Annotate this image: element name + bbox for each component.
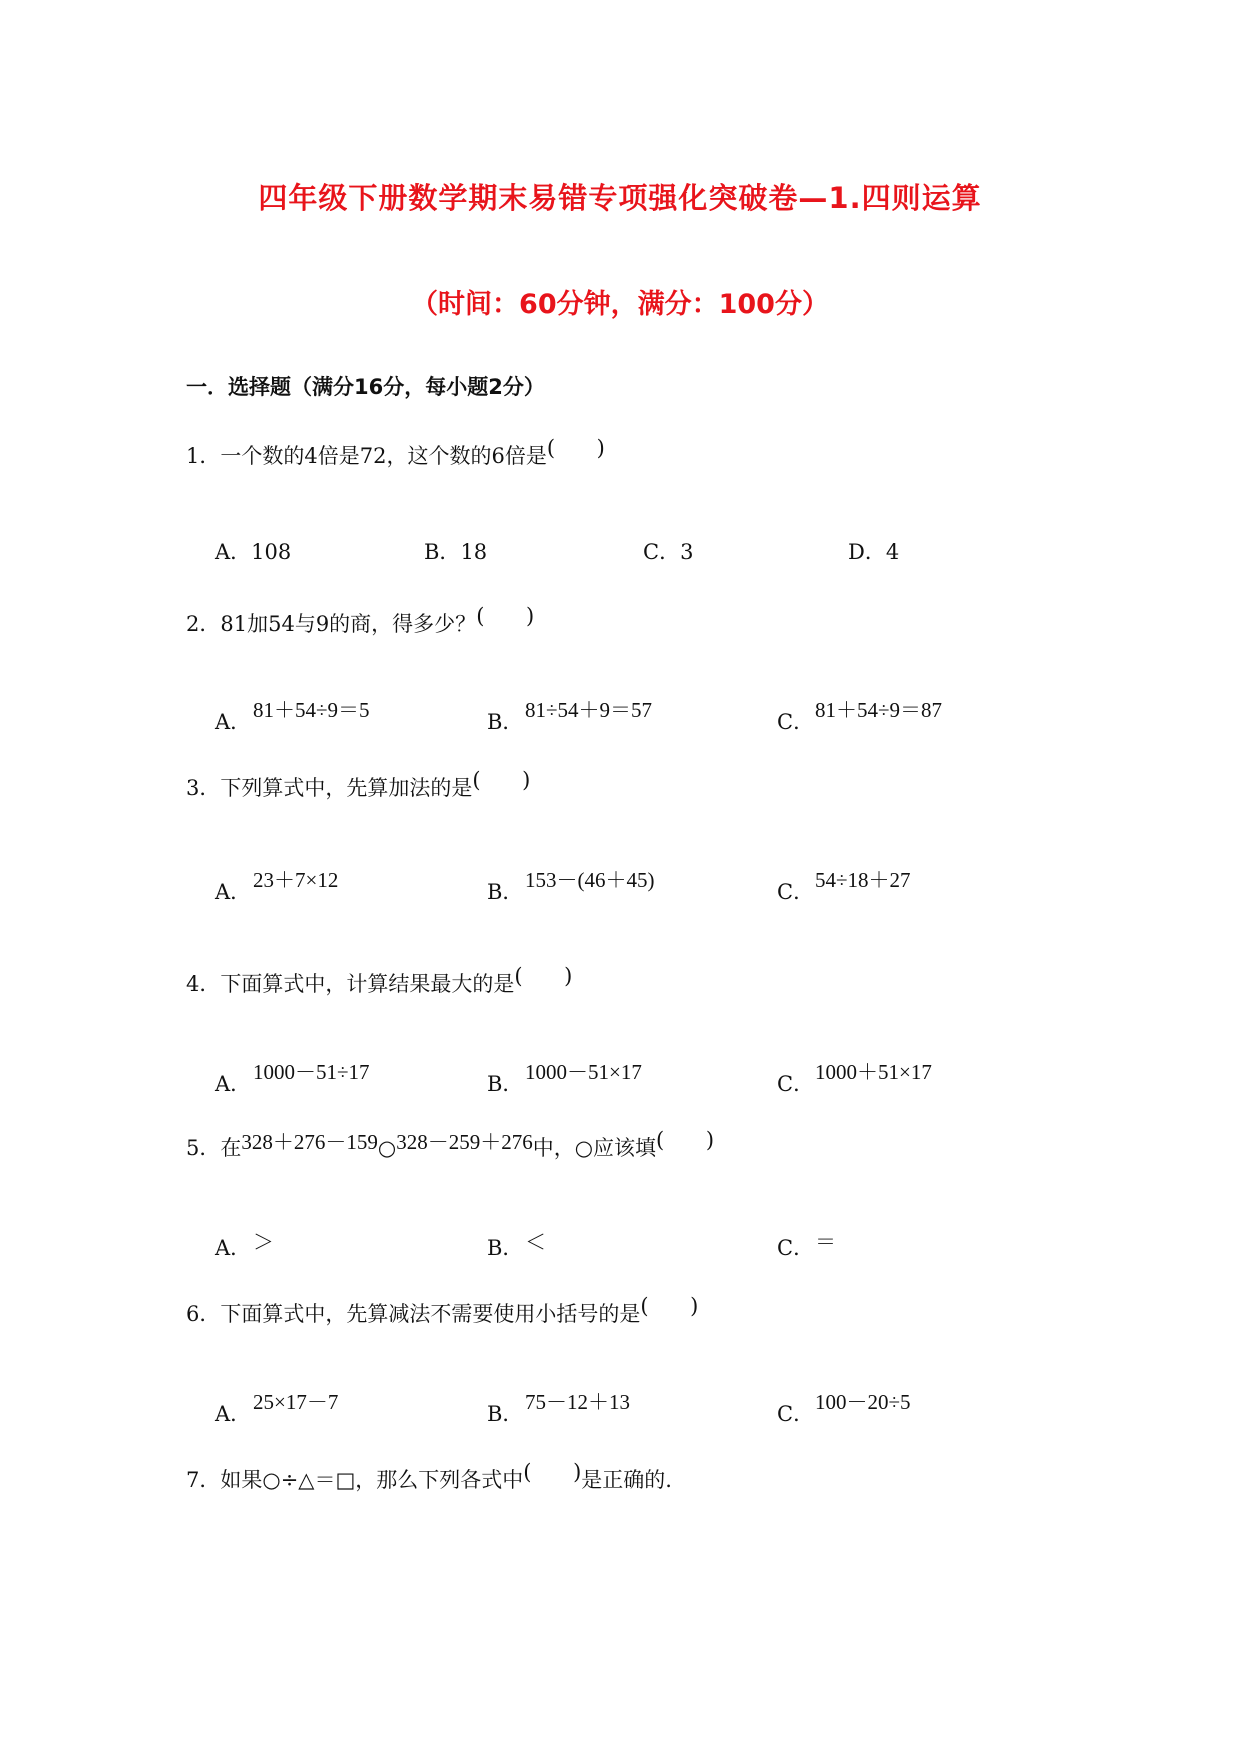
option-c[interactable]: C．100－20÷5 [777, 1390, 911, 1426]
option-c[interactable]: C．3 [643, 540, 694, 564]
option-b[interactable]: B．1000－51×17 [487, 1060, 642, 1096]
option-c[interactable]: C．81＋54÷9＝87 [777, 698, 943, 734]
question-number: 1． [186, 444, 221, 468]
expression-left: 328＋276－159 [241, 1130, 378, 1154]
question-3 [186, 768, 531, 802]
question-2 [186, 604, 535, 638]
question-number: 5． [186, 1136, 221, 1160]
question-text: 下列算式中，先算加法的是 [220, 776, 473, 800]
option-a[interactable]: A．＞ [215, 1230, 274, 1260]
question-number: 2． [186, 612, 221, 636]
option-c[interactable]: C．＝ [777, 1230, 836, 1260]
option-d[interactable]: D．4 [848, 540, 900, 564]
option-c[interactable]: C．1000＋51×17 [777, 1060, 932, 1096]
question-text: 下面算式中，计算结果最大的是 [220, 972, 515, 996]
question-text: 一个数的4倍是72，这个数的6倍是 [220, 444, 547, 468]
question-number: 3． [186, 776, 221, 800]
exam-title: 四年级下册数学期末易错专项强化突破卷—1.四则运算 [258, 181, 982, 215]
question-text: 81加54与9的商，得多少？ [220, 612, 477, 636]
option-a[interactable]: A．108 [215, 540, 292, 564]
answer-blank[interactable]: ( ) [640, 1294, 699, 1318]
question-7 [186, 1460, 672, 1494]
question-text-pre: 在 [220, 1136, 242, 1160]
option-c[interactable]: C．54÷18＋27 [777, 868, 911, 904]
option-a[interactable]: A．1000－51÷17 [215, 1060, 370, 1096]
question-text: 如果○÷△＝□，那么下列各式中 [220, 1468, 524, 1492]
option-a[interactable]: A．81＋54÷9＝5 [215, 698, 370, 734]
option-b[interactable]: B．18 [424, 540, 488, 564]
answer-blank[interactable]: ( ) [656, 1128, 715, 1152]
option-b[interactable]: B．＜ [487, 1230, 546, 1260]
question-text-post: 是正确的. [581, 1468, 672, 1492]
option-b[interactable]: B．153－(46＋45) [487, 868, 655, 904]
question-4 [186, 964, 573, 998]
expression-right: 328－259＋276 [396, 1130, 533, 1154]
exam-subtitle: （时间：60分钟，满分：100分） [411, 289, 829, 320]
question-text-post: 中，○应该填 [532, 1136, 657, 1160]
option-b[interactable]: B．75－12＋13 [487, 1390, 630, 1426]
question-number: 6． [186, 1302, 221, 1326]
answer-blank[interactable]: ( ) [523, 1460, 582, 1484]
option-a[interactable]: A．25×17－7 [215, 1390, 339, 1426]
answer-blank[interactable]: ( ) [546, 436, 605, 460]
question-number: 7． [186, 1468, 221, 1492]
question-6 [186, 1294, 699, 1328]
answer-blank[interactable]: ( ) [514, 964, 573, 988]
circle-blank[interactable]: ○ [377, 1136, 397, 1160]
section-heading: 一．选择题（满分16分，每小题2分） [186, 375, 545, 399]
answer-blank[interactable]: ( ) [472, 768, 531, 792]
question-number: 4． [186, 972, 221, 996]
question-text: 下面算式中，先算减法不需要使用小括号的是 [220, 1302, 641, 1326]
option-a[interactable]: A．23＋7×12 [215, 868, 339, 904]
question-1 [186, 436, 605, 470]
question-5 [186, 1128, 715, 1162]
option-b[interactable]: B．81÷54＋9＝57 [487, 698, 653, 734]
answer-blank[interactable]: ( ) [476, 604, 535, 628]
